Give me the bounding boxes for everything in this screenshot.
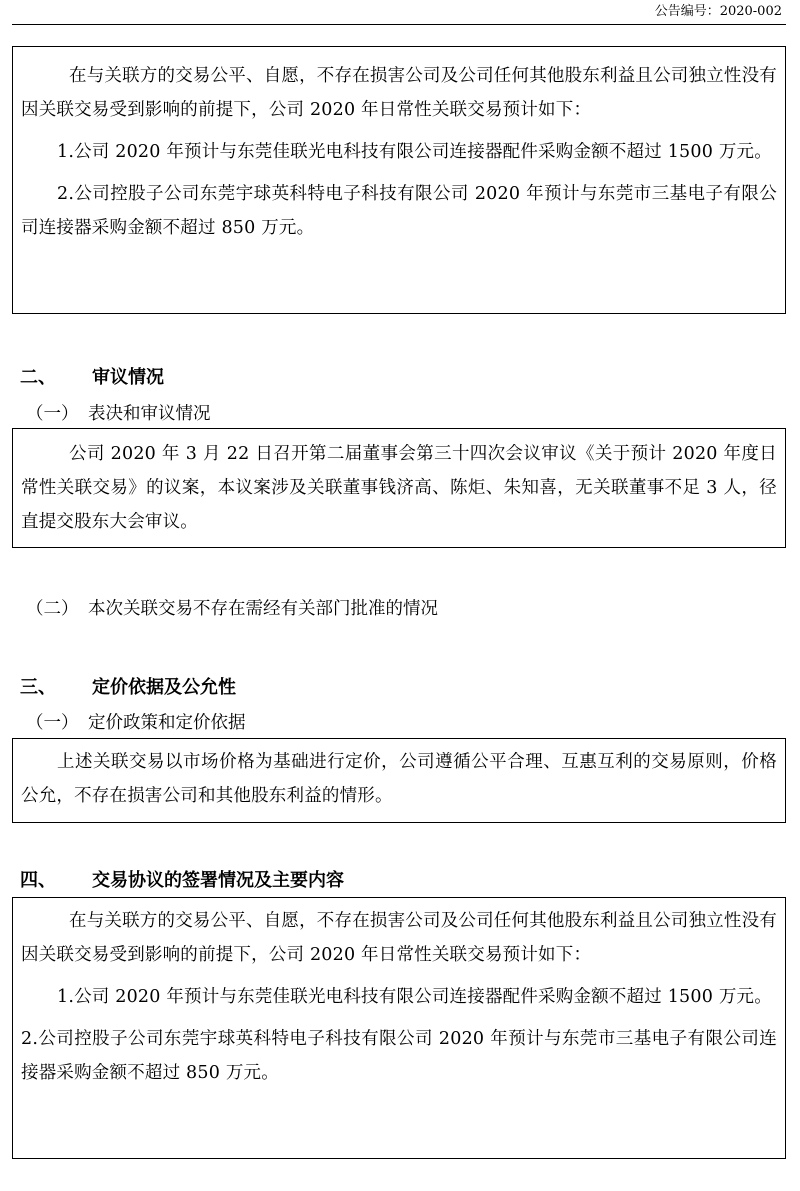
paragraph: 上述关联交易以市场价格为基础进行定价，公司遵循公平合理、互惠互利的交易原则，价格公允，不存在损害公司和其他股东利益的情形。	[21, 752, 777, 806]
paragraph: 公司 2020 年 3 月 22 日召开第二届董事会第三十四次会议审议《关于预计 2020 年度日常性关联交易》的议案，本议案涉及关联董事钱济高、陈炬、朱知喜，无关联董事不足 3 人，径直提交股东大会审议。	[21, 444, 777, 532]
section-title: 审议情况	[92, 367, 164, 388]
subsection-number: （二）	[26, 599, 79, 619]
review-box	[12, 428, 786, 548]
paragraph: 2.公司控股子公司东莞宇球英科特电子科技有限公司 2020 年预计与东莞市三基电子有限公司连接器采购金额不超过 850 万元。	[21, 184, 777, 238]
notice-number: 公告编号：2020-002	[654, 4, 782, 19]
section-number: 三、	[20, 677, 56, 698]
subsection-number: （一）	[26, 404, 79, 424]
paragraph: 1.公司 2020 年预计与东莞佳联光电科技有限公司连接器配件采购金额不超过 1500 万元。	[57, 987, 772, 1007]
section-heading-4	[20, 866, 344, 892]
subsection-heading	[26, 595, 438, 620]
paragraph: 在与关联方的交易公平、自愿，不存在损害公司及公司任何其他股东利益且公司独立性没有因关联交易受到影响的前提下，公司 2020 年日常性关联交易预计如下：	[21, 66, 777, 120]
page-header	[12, 0, 786, 25]
paragraph: 2.公司控股子公司东莞宇球英科特电子科技有限公司 2020 年预计与东莞市三基电子有限公司连接器采购金额不超过 850 万元。	[21, 1029, 777, 1083]
section-heading-3	[20, 673, 236, 699]
subsection-heading	[26, 709, 246, 734]
subsection-title: 本次关联交易不存在需经有关部门批准的情况	[88, 599, 438, 619]
related-transaction-box	[12, 46, 786, 314]
paragraph: 在与关联方的交易公平、自愿，不存在损害公司及公司任何其他股东利益且公司独立性没有因关联交易受到影响的前提下，公司 2020 年日常性关联交易预计如下：	[21, 911, 777, 965]
subsection-title: 表决和审议情况	[88, 404, 211, 424]
subsection-number: （一）	[26, 713, 79, 733]
subsection-title: 定价政策和定价依据	[88, 713, 246, 733]
agreement-box	[12, 897, 786, 1159]
section-title: 交易协议的签署情况及主要内容	[92, 870, 344, 891]
pricing-box	[12, 738, 786, 823]
section-number: 四、	[20, 870, 56, 891]
paragraph: 1.公司 2020 年预计与东莞佳联光电科技有限公司连接器配件采购金额不超过 1500 万元。	[57, 142, 772, 162]
section-heading-2	[20, 363, 164, 389]
section-number: 二、	[20, 367, 56, 388]
section-title: 定价依据及公允性	[92, 677, 236, 698]
subsection-heading	[26, 400, 211, 425]
